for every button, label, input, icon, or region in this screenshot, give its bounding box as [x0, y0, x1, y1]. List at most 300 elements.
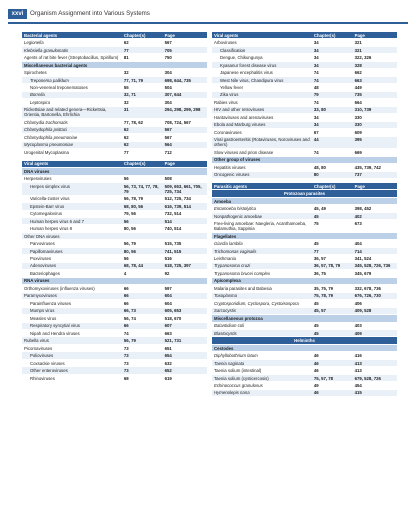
- table-row: [22, 210, 207, 217]
- chapter-cell: 66: [122, 292, 163, 299]
- organism-name: Hymenolepis nana: [212, 389, 312, 396]
- chapter-cell: 36, 57, 78, 79: [312, 262, 353, 269]
- column-header: Chapter(s): [312, 32, 353, 39]
- chapter-cell: 66: [122, 285, 163, 292]
- left-column: [22, 32, 207, 386]
- organism-name: Yellow fever: [212, 84, 312, 91]
- page-cell: 508: [163, 175, 207, 182]
- table-row: [22, 175, 207, 182]
- table-row: [212, 205, 397, 212]
- page-cell: 321: [353, 39, 397, 46]
- table-row: [22, 285, 207, 292]
- organism-table: [212, 32, 397, 179]
- page-cell: 632: [163, 359, 207, 366]
- page-cell: 604: [163, 300, 207, 307]
- organism-name: Diphyllobothrium latum: [212, 352, 312, 359]
- organism-name: Coronaviruses: [212, 129, 312, 136]
- chapter-cell: 73: [122, 352, 163, 359]
- table-row: [22, 203, 207, 210]
- column-header: Chapter(s): [122, 161, 163, 168]
- table-row: [22, 315, 207, 322]
- organism-name: HIV and other retroviruses: [212, 106, 312, 113]
- column-header: Viral agents: [212, 32, 312, 39]
- page-cell: 406: [353, 300, 397, 307]
- section-row: [22, 61, 207, 68]
- chapter-cell: 68, 80, 56: [122, 203, 163, 210]
- page-cell: 310, 739: [353, 106, 397, 113]
- section-row: [22, 277, 207, 284]
- page-cell: 618, 725, 397: [163, 262, 207, 269]
- organism-name: Blastocystis: [212, 330, 312, 337]
- table-row: [212, 99, 397, 106]
- page-cell: 415: [353, 389, 397, 396]
- page-cell: 515, 735: [163, 240, 207, 247]
- organism-name: Picornaviruses: [22, 344, 122, 351]
- table-row: [22, 84, 207, 91]
- table-row: [212, 164, 397, 171]
- table-row: [22, 106, 207, 119]
- page-cell: 712: [163, 149, 207, 156]
- table-row: [212, 330, 397, 337]
- table-row: [212, 359, 397, 366]
- table-row: [212, 61, 397, 68]
- page-cell: 345, 528, 726, 736: [353, 262, 397, 269]
- organism-name: Coxsackie viruses: [22, 359, 122, 366]
- organism-name: Classification: [212, 46, 312, 53]
- group-banner: Protozoan parasites: [212, 190, 397, 197]
- chapter-cell: 68: [122, 374, 163, 381]
- table-row: [212, 255, 397, 262]
- table-row: [212, 76, 397, 83]
- group-banner: Helminths: [212, 337, 397, 344]
- organism-name: Klebsiella granulomatis: [22, 46, 122, 53]
- page-cell: 750: [163, 54, 207, 61]
- table-row: [22, 322, 207, 329]
- section-row: [212, 197, 397, 204]
- organism-name: Herpes simplex virus: [22, 183, 122, 196]
- chapter-cell: 74: [312, 69, 353, 76]
- page-cell: 605, 653: [163, 307, 207, 314]
- page-cell: 322, 326: [353, 54, 397, 61]
- organism-name: Rhinoviruses: [22, 374, 122, 381]
- chapter-cell: 74: [122, 330, 163, 337]
- chapter-cell: 56, 79: [122, 337, 163, 344]
- column-header: Page: [353, 32, 397, 39]
- organism-name: Balantidium coli: [212, 322, 312, 329]
- organism-name: Taenia solium (intestinal): [212, 367, 312, 374]
- table-row: [212, 240, 397, 247]
- page-cell: 435, 739, 742: [353, 164, 397, 171]
- section-heading: Miscellaneous protozoa: [212, 315, 397, 322]
- table-row: [22, 195, 207, 202]
- organism-name: Adenoviruses: [22, 262, 122, 269]
- table-row: [22, 91, 207, 98]
- table-row: [212, 220, 397, 233]
- organism-name: Cryptosporidium, Cyclospora, Cystoisospora: [212, 300, 312, 307]
- organism-name: Borrelia: [22, 91, 122, 98]
- page-cell: 609: [353, 129, 397, 136]
- organism-name: Giardia lamblia: [212, 240, 312, 247]
- page-cell: 416: [353, 352, 397, 359]
- page-cell: 512, 725, 734: [163, 195, 207, 202]
- page-cell: 413: [353, 367, 397, 374]
- table-row: [212, 389, 397, 396]
- page-cell: 504: [163, 84, 207, 91]
- organism-name: Chlamydia trachomatis: [22, 119, 122, 126]
- table-row: [212, 367, 397, 374]
- table-row: [22, 359, 207, 366]
- chapter-cell: 77: [122, 149, 163, 156]
- chapter-cell: 62: [122, 126, 163, 133]
- organism-name: Other DNA viruses: [22, 232, 122, 239]
- column-header: Viral agents: [22, 161, 122, 168]
- chapter-cell: 56, 78, 79: [122, 195, 163, 202]
- page-cell: 737: [353, 171, 397, 178]
- organism-name: Leishmania: [212, 255, 312, 262]
- chapter-cell: 32: [122, 69, 163, 76]
- table-row: [22, 255, 207, 262]
- chapter-cell: 80, 56: [122, 225, 163, 232]
- section-row: [212, 277, 397, 284]
- organism-name: Dengue, Chikungunya: [212, 54, 312, 61]
- chapter-cell: 77, 71, 79: [122, 76, 163, 83]
- chapter-cell: 36, 75: [312, 270, 353, 277]
- chapter-cell: 45: [312, 330, 353, 337]
- page-cell: 663: [163, 330, 207, 337]
- page-cell: 567: [163, 126, 207, 133]
- table-row: [22, 344, 207, 351]
- page-cell: 92: [163, 270, 207, 277]
- table-row: [22, 119, 207, 126]
- table-row: [212, 69, 397, 76]
- section-heading: Flagellates: [212, 232, 397, 239]
- organism-name: Paramyxoviruses: [22, 292, 122, 299]
- chapter-cell: 73: [122, 344, 163, 351]
- right-column: [212, 32, 397, 401]
- table-row: [212, 352, 397, 359]
- organism-name: Zika virus: [212, 91, 312, 98]
- table-row: [22, 69, 207, 76]
- table-row: [212, 322, 397, 329]
- chapter-cell: 75, 78, 79: [312, 292, 353, 299]
- table-row: [22, 247, 207, 254]
- page-cell: 307, 644: [163, 91, 207, 98]
- organism-name: Epstein-Barr virus: [22, 203, 122, 210]
- organism-name: Agents of rat bite fever (Streptobacillus, Spirillum): [22, 54, 122, 61]
- page-cell: 509, 653, 661, 705, 725, 734: [163, 183, 207, 196]
- page-cell: 409: [353, 330, 397, 337]
- table-row: [212, 382, 397, 389]
- section-row: [212, 156, 397, 163]
- chapter-cell: 46: [312, 352, 353, 359]
- page-number: xxvi: [8, 9, 27, 19]
- organism-name: Nonpathogenic amoebae: [212, 212, 312, 219]
- table-row: [212, 106, 397, 113]
- organism-name: Taenia saginata: [212, 359, 312, 366]
- chapter-cell: 56: [122, 255, 163, 262]
- organism-name: Human herpes virus 6 and 7: [22, 217, 122, 224]
- table-row: [212, 262, 397, 269]
- page-cell: 735: [353, 91, 397, 98]
- organism-name: Rubella virus: [22, 337, 122, 344]
- organism-name: Polioviruses: [22, 352, 122, 359]
- table-row: [212, 46, 397, 53]
- table-row: [212, 374, 397, 381]
- chapter-cell: 74: [312, 99, 353, 106]
- table-row: [22, 217, 207, 224]
- table-row: [22, 337, 207, 344]
- column-header: Chapter(s): [312, 183, 353, 190]
- page-cell: 652: [163, 367, 207, 374]
- table-row: [212, 121, 397, 128]
- table-row: [212, 39, 397, 46]
- page-cell: 673: [353, 220, 397, 233]
- organism-name: Measles virus: [22, 315, 122, 322]
- page-cell: 521, 731: [163, 337, 207, 344]
- chapter-cell: 44: [312, 136, 353, 149]
- chapter-cell: 48: [312, 84, 353, 91]
- page-cell: 304: [163, 99, 207, 106]
- chapter-cell: 32: [122, 99, 163, 106]
- table-row: [22, 46, 207, 53]
- organism-name: Arboviruses: [212, 39, 312, 46]
- chapter-cell: 62: [122, 39, 163, 46]
- table-row: [22, 76, 207, 83]
- chapter-cell: 55: [122, 84, 163, 91]
- page-cell: 304: [163, 69, 207, 76]
- organism-name: Slow viruses and prion disease: [212, 149, 312, 156]
- chapter-cell: 79: [312, 91, 353, 98]
- chapter-cell: 45, 57: [312, 307, 353, 314]
- chapter-cell: 56: [122, 217, 163, 224]
- page-cell: 328: [353, 61, 397, 68]
- table-row: [22, 352, 207, 359]
- chapter-cell: 56: [122, 175, 163, 182]
- chapter-cell: 73: [122, 367, 163, 374]
- table-row: [22, 262, 207, 269]
- table-row: [22, 330, 207, 337]
- section-row: [212, 344, 397, 351]
- organism-name: Viral gastroenteritis (Rotaviruses, Noroviruses and others): [212, 136, 312, 149]
- page-cell: 395: [353, 136, 397, 149]
- organism-name: Varicella-zoster virus: [22, 195, 122, 202]
- table-row: [22, 54, 207, 61]
- organism-table: [22, 32, 207, 157]
- organism-name: Spirochetes: [22, 69, 122, 76]
- chapter-cell: 74: [312, 149, 353, 156]
- section-heading: Amoeba: [212, 197, 397, 204]
- page-cell: 662: [353, 69, 397, 76]
- table-header-row: [22, 161, 207, 168]
- organism-name: Toxoplasma: [212, 292, 312, 299]
- table-row: [22, 292, 207, 299]
- table-row: [212, 129, 397, 136]
- page-cell: 679, 528, 726: [353, 374, 397, 381]
- page-cell: 449: [353, 84, 397, 91]
- organism-name: Parvoviruses: [22, 240, 122, 247]
- table-header-row: [212, 32, 397, 39]
- organism-name: Treponema pallidum: [22, 76, 122, 83]
- page-cell: 564: [163, 141, 207, 148]
- chapter-cell: 77: [312, 247, 353, 254]
- chapter-cell: 34: [312, 39, 353, 46]
- page-cell: 567: [163, 39, 207, 46]
- page-cell: 654: [163, 352, 207, 359]
- chapter-cell: 46: [312, 389, 353, 396]
- chapter-cell: 31: [122, 106, 163, 119]
- chapter-cell: 46: [312, 359, 353, 366]
- page-cell: 330: [353, 121, 397, 128]
- page-title: Organism Assignment into Various Systems: [30, 10, 150, 17]
- table-row: [212, 171, 397, 178]
- table-row: [212, 114, 397, 121]
- organism-name: Other enteroviruses: [22, 367, 122, 374]
- page-cell: 676, 726, 730: [353, 292, 397, 299]
- table-row: [212, 292, 397, 299]
- chapter-cell: 81: [122, 54, 163, 61]
- chapter-cell: 35, 75, 79: [312, 285, 353, 292]
- organism-table: [212, 183, 397, 397]
- page-cell: 409, 528: [353, 307, 397, 314]
- chapter-cell: 45: [312, 322, 353, 329]
- table-row: [212, 149, 397, 156]
- page-cell: 619: [163, 374, 207, 381]
- chapter-cell: 34: [312, 54, 353, 61]
- page-cell: 607: [163, 322, 207, 329]
- chapter-cell: 77, 78, 62: [122, 119, 163, 126]
- organism-name: Leptospira: [22, 99, 122, 106]
- organism-table: [22, 161, 207, 383]
- chapter-cell: 74: [312, 76, 353, 83]
- organism-name: West Nile virus, Chandipura virus: [212, 76, 312, 83]
- organism-name: Trypanosoma cruzi: [212, 262, 312, 269]
- chapter-cell: 73: [122, 359, 163, 366]
- page-cell: 398, 452: [353, 205, 397, 212]
- page-cell: 698, 644, 735: [163, 76, 207, 83]
- organism-name: Ebola and Marburg viruses: [212, 121, 312, 128]
- page-cell: 516: [163, 255, 207, 262]
- chapter-cell: 34: [312, 121, 353, 128]
- organism-name: Chlamydophila psittaci: [22, 126, 122, 133]
- organism-name: Kyasanur forest disease virus: [212, 61, 312, 68]
- chapter-cell: 80: [312, 171, 353, 178]
- chapter-cell: 80, 56: [122, 247, 163, 254]
- chapter-cell: 66, 73: [122, 307, 163, 314]
- organism-name: Chlamydophila pneumoniae: [22, 134, 122, 141]
- group-banner-row: [212, 190, 397, 197]
- chapter-cell: 45, 49: [312, 205, 353, 212]
- table-row: [22, 183, 207, 196]
- organism-name: Sarcocystis: [212, 307, 312, 314]
- table-row: [212, 84, 397, 91]
- organism-name: Rickettsiae and related genera—Rickettsia, Orientia, Bartonella, Ehrlichia: [22, 106, 122, 119]
- chapter-cell: 77: [122, 46, 163, 53]
- organism-name: Echinococcus granulosus: [212, 382, 312, 389]
- section-heading: Other group of viruses: [212, 156, 397, 163]
- page-cell: 330: [353, 114, 397, 121]
- organism-name: Urogenital Mycoplasma: [22, 149, 122, 156]
- table-row: [212, 300, 397, 307]
- table-row: [22, 126, 207, 133]
- table-row: [212, 285, 397, 292]
- chapter-cell: 34: [312, 61, 353, 68]
- organism-name: Mumps virus: [22, 307, 122, 314]
- chapter-cell: 46: [312, 367, 353, 374]
- table-row: [22, 367, 207, 374]
- table-row: [22, 374, 207, 381]
- chapter-cell: 79, 56: [122, 210, 163, 217]
- organism-name: Papillomaviruses: [22, 247, 122, 254]
- chapter-cell: 4: [122, 270, 163, 277]
- page-cell: 567: [163, 134, 207, 141]
- page-cell: 705: [163, 46, 207, 53]
- chapter-cell: 48, 80: [312, 164, 353, 171]
- page-header: [8, 9, 408, 19]
- page-cell: 413: [353, 359, 397, 366]
- page-cell: 294, 298, 299, 298: [163, 106, 207, 119]
- page-cell: 740, 514: [163, 225, 207, 232]
- chapter-cell: 34: [312, 46, 353, 53]
- organism-name: Orthomyxoviruses (influenza viruses): [22, 285, 122, 292]
- table-row: [22, 307, 207, 314]
- organism-name: Rabies virus: [212, 99, 312, 106]
- organism-name: Cytomegalovirus: [22, 210, 122, 217]
- column-header: Chapter(s): [122, 32, 163, 39]
- section-heading: RNA viruses: [22, 277, 207, 284]
- chapter-cell: 75: [312, 220, 353, 233]
- table-row: [212, 247, 397, 254]
- column-header: Parasitic agents: [212, 183, 312, 190]
- organism-name: Hepatitis viruses: [212, 164, 312, 171]
- organism-name: Trypanosoma brucei complex: [212, 270, 312, 277]
- page-cell: 454: [353, 382, 397, 389]
- chapter-cell: 45: [312, 240, 353, 247]
- chapter-cell: 56, 73, 74, 77, 78, 79: [122, 183, 163, 196]
- page-cell: 732, 514: [163, 210, 207, 217]
- organism-name: Parainfluenza viruses: [22, 300, 122, 307]
- table-row: [212, 307, 397, 314]
- organism-name: Herpesviruses: [22, 175, 122, 182]
- organism-name: Japanese encephalitis virus: [212, 69, 312, 76]
- section-row: [22, 168, 207, 175]
- organism-name: Legionella: [22, 39, 122, 46]
- page-cell: 651: [163, 344, 207, 351]
- organism-name: Free-living amoebae: Naegleria, Acanthamoeba, Balamuthia, Sappinia: [212, 220, 312, 233]
- page-cell: 514: [163, 217, 207, 224]
- organism-name: Human herpes virus 8: [22, 225, 122, 232]
- page-cell: 708, 724, 567: [163, 119, 207, 126]
- chapter-cell: 56, 74: [122, 315, 163, 322]
- chapter-cell: 33, 80: [312, 106, 353, 113]
- organism-name: Bacteriophages: [22, 270, 122, 277]
- table-row: [22, 99, 207, 106]
- chapter-cell: 32, 71: [122, 91, 163, 98]
- page-cell: 669: [353, 149, 397, 156]
- section-row: [212, 315, 397, 322]
- chapter-cell: 34: [312, 114, 353, 121]
- organism-name: Nipah and Hendra viruses: [22, 330, 122, 337]
- table-row: [212, 270, 397, 277]
- chapter-cell: 49: [312, 382, 353, 389]
- table-header-row: [212, 183, 397, 190]
- page-cell: 321: [353, 46, 397, 53]
- table-row: [22, 225, 207, 232]
- page-cell: 597: [163, 285, 207, 292]
- table-row: [212, 136, 397, 149]
- page-cell: 604: [163, 292, 207, 299]
- organism-name: Respiratory syncytial virus: [22, 322, 122, 329]
- organism-name: Malaria parasites and Babesia: [212, 285, 312, 292]
